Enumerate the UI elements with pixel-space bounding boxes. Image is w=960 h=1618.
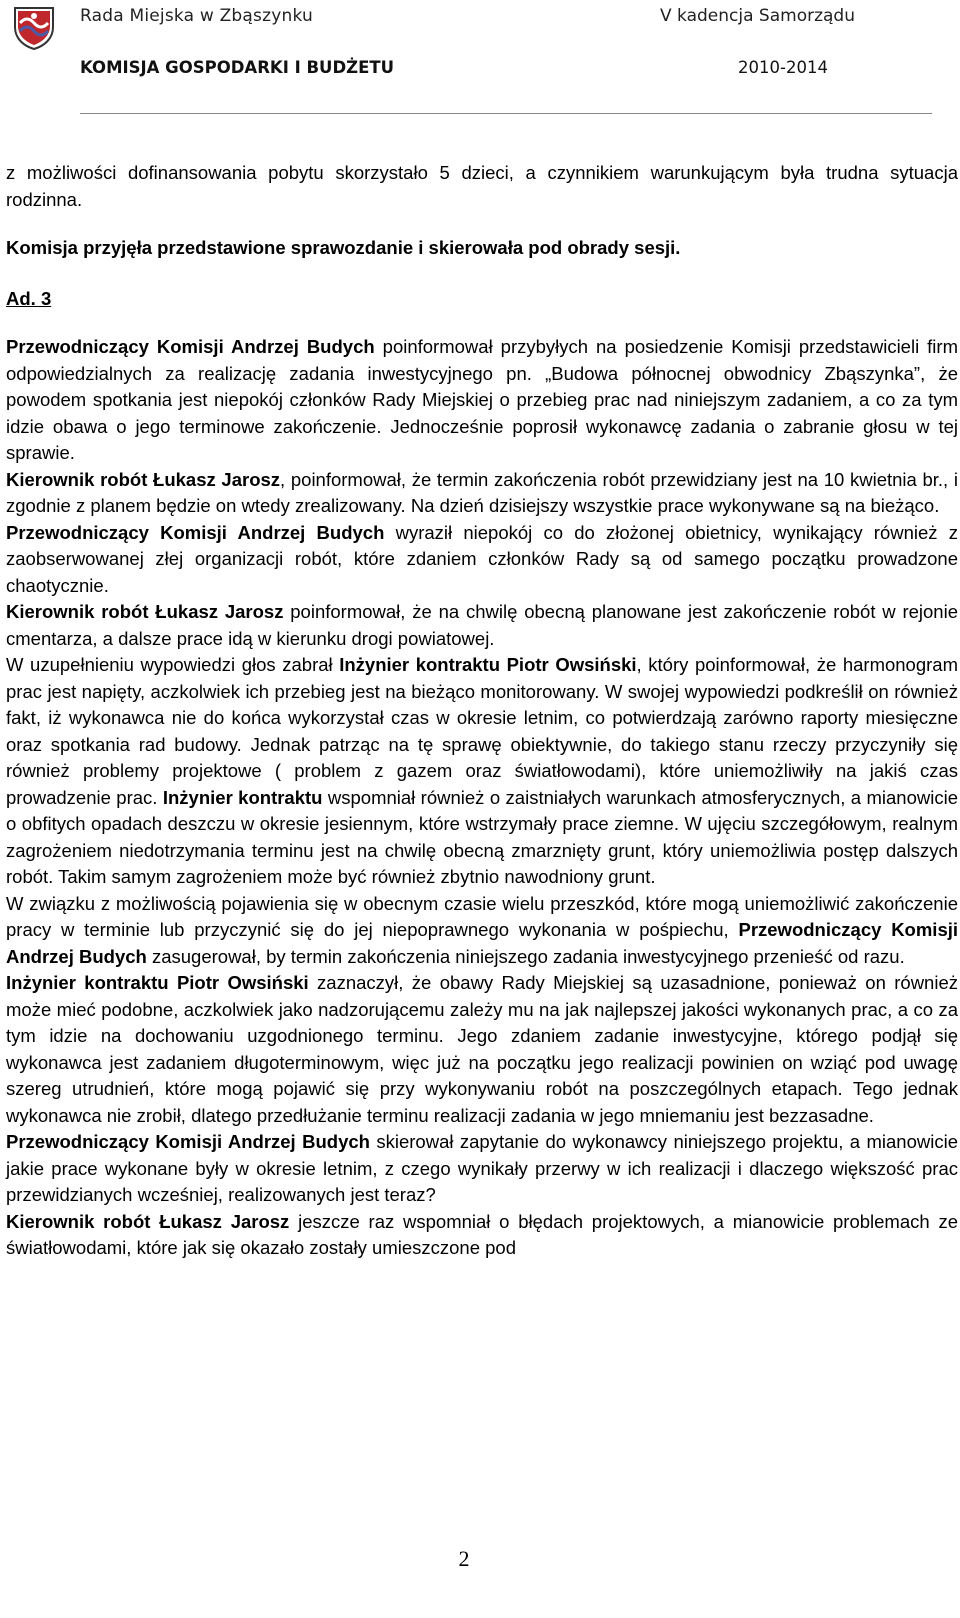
paragraph-2 (6, 235, 958, 262)
paragraph-6 (6, 520, 958, 600)
paragraph-text: jeszcze raz wspomniał o błędach projektowych, a mianowicie problemach ze światłowodami, które jak się okazało zostały umieszczone pod (6, 1210, 958, 1258)
term-label: V kadencja Samorządu (660, 6, 855, 26)
paragraph-8 (6, 652, 958, 891)
header-divider (80, 113, 932, 114)
council-name: Rada Miejska w Zbąszynku (80, 6, 313, 26)
speaker-name: Przewodniczący Komisji Andrzej Budych (6, 1131, 370, 1152)
speaker-name: Kierownik robót Łukasz Jarosz (6, 468, 281, 490)
speaker-name: Przewodniczący Komisji Andrzej Budych (6, 919, 959, 967)
paragraph-9 (6, 891, 958, 971)
paragraph-text: skierował zapytanie do wykonawcy niniejszego projektu, a mianowicie jakie prace wykonane były w okresie letnim, z czego wynikały przerwy w ich realizacji i dlaczego większość prac przewidzianych wcześniej, realizowanych jest teraz? (6, 1131, 958, 1205)
paragraph-text: W związku z możliwością pojawienia się w obecnym czasie wielu przeszkód, które mogą uniemożliwić zakończenie pracy w terminie lub przyczynić się do jej niepoprawnego wykonania w pośpiechu, (6, 892, 958, 940)
paragraph-1: z możliwości dofinansowania pobytu skorzystało 5 dzieci, a czynnikiem warunkującym była trudna sytuacja rodzinna. (6, 162, 958, 210)
speaker-name: Inżynier kontraktu Piotr Owsiński (339, 654, 637, 675)
paragraph-text: wspomniał również o zaistniałych warunkach atmosferycznych, a mianowicie o obfitych opadach deszczu w okresie jesiennym, które wstrzymały prace ziemne. W ujęciu szczegółowym, realnym zagrożeniem niedotrzymania terminu jest na chwilę obecną zmarznięty grunt, który uniemożliwia postęp dalszych robót. Takim samym zagrożeniem może być również zbytnio nawodniony grunt. (6, 786, 958, 887)
speaker-name: Inżynier kontraktu (162, 786, 323, 808)
paragraph-text: , który poinformował, że harmonogram prac jest napięty, aczkolwiek ich przebieg jest na bieżąco monitorowany. W swojej wypowiedzi podkreślił on również fakt, iż wykonawca nie do końca wykorzystał czas w okresie letnim, co potwierdzają zarówno raporty miesięczne oraz spotkania rad budowy. Jednak patrząc na tę sprawę obiektywnie, do takiego stanu rzeczy przyczyniły się również problemy projektowe ( problem z gazem oraz światłowodami), które uniemożliwiły na jakiś czas prowadzenie prac. (6, 654, 958, 808)
speaker-name: Przewodniczący Komisji Andrzej Budych (6, 521, 385, 543)
paragraph-text: poinformował przybyłych na posiedzenie Komisji przedstawicieli firm odpowiedzialnych za realizację zadania inwestycyjnego pn. „Budowa północnej obwodnicy Zbąszynka”, że powodem spotkania jest niepokój członków Rady Miejskiej o przebieg prac nad niniejszym zadaniem, a co za tym idzie obawa o jego terminowe zakończenie. Jednocześnie poprosił wykonawcę zadania o zabranie głosu w tej sprawie. (6, 336, 958, 463)
paragraph-text: , poinformował, że termin zakończenia robót przewidziany jest na 10 kwietnia br., i zgodnie z planem będzie on wtedy zrealizowany. Na dzień dzisiejszy wszystkie prace wykonywane są na bieżąco. (6, 468, 958, 516)
paragraph-11 (6, 1129, 958, 1209)
paragraph-5 (6, 467, 958, 520)
agenda-item-heading (6, 286, 958, 313)
paragraph-text: W uzupełnieniu wypowiedzi głos zabrał (6, 654, 340, 675)
paragraph-text: wyraził niepokój co do złożonej obietnicy, wynikający również z zaobserwowanej złej organizacji robót, które zdaniem członków Rady są od samego początku prowadzone chaotycznie. (6, 521, 959, 596)
term-years: 2010-2014 (738, 58, 828, 77)
paragraph-text: zasugerował, by termin zakończenia niniejszego zadania inwestycyjnego przenieść od razu. (146, 945, 905, 967)
paragraph-4 (6, 334, 958, 467)
resolution-text: Komisja przyjęła przedstawione sprawozdanie i skierowała pod obrady sesji. (6, 237, 681, 258)
paragraph-7 (6, 599, 958, 652)
paragraph-10 (6, 970, 958, 1129)
speaker-name: Kierownik robót Łukasz Jarosz (6, 601, 284, 622)
speaker-name: Inżynier kontraktu Piotr Owsiński (6, 972, 309, 993)
speaker-name: Kierownik robót Łukasz Jarosz (6, 1210, 290, 1232)
page-number: 2 (458, 1546, 470, 1571)
paragraph-text: poinformował, że na chwilę obecną planowane jest zakończenie robót w rejonie cmentarza, a dalsze prace idą w kierunku drogi powiatowej. (6, 601, 958, 649)
committee-name: KOMISJA GOSPODARKI I BUDŻETU (80, 58, 395, 77)
paragraph-text: zaznaczył, że obawy Rady Miejskiej są uzasadnione, ponieważ on również może mieć podobne, aczkolwiek jako nadzorującemu zależy mu na jak najlepszej jakości wykonanych prac, a co za tym idzie na dochowaniu uzgodnionego terminu. Jego zdaniem zadanie inwestycyjne, którego podjął się wykonawca jest zadaniem długoterminowym, więc już na początku jego realizacji powinien on wziąć pod uwagę szereg utrudnień, które mogą pojawić się przy wykonywaniu robót na poszczególnych etapach. Tego jednak wykonawca nie zrobił, dlatego przedłużanie terminu realizacji zadania w jego mniemaniu jest bezzasadne. (6, 972, 958, 1126)
document-body (6, 160, 958, 1262)
municipal-crest-icon (11, 5, 57, 51)
paragraph-12 (6, 1209, 958, 1262)
speaker-name: Przewodniczący Komisji Andrzej Budych (6, 336, 375, 357)
agenda-item-label: Ad. 3 (6, 287, 52, 309)
